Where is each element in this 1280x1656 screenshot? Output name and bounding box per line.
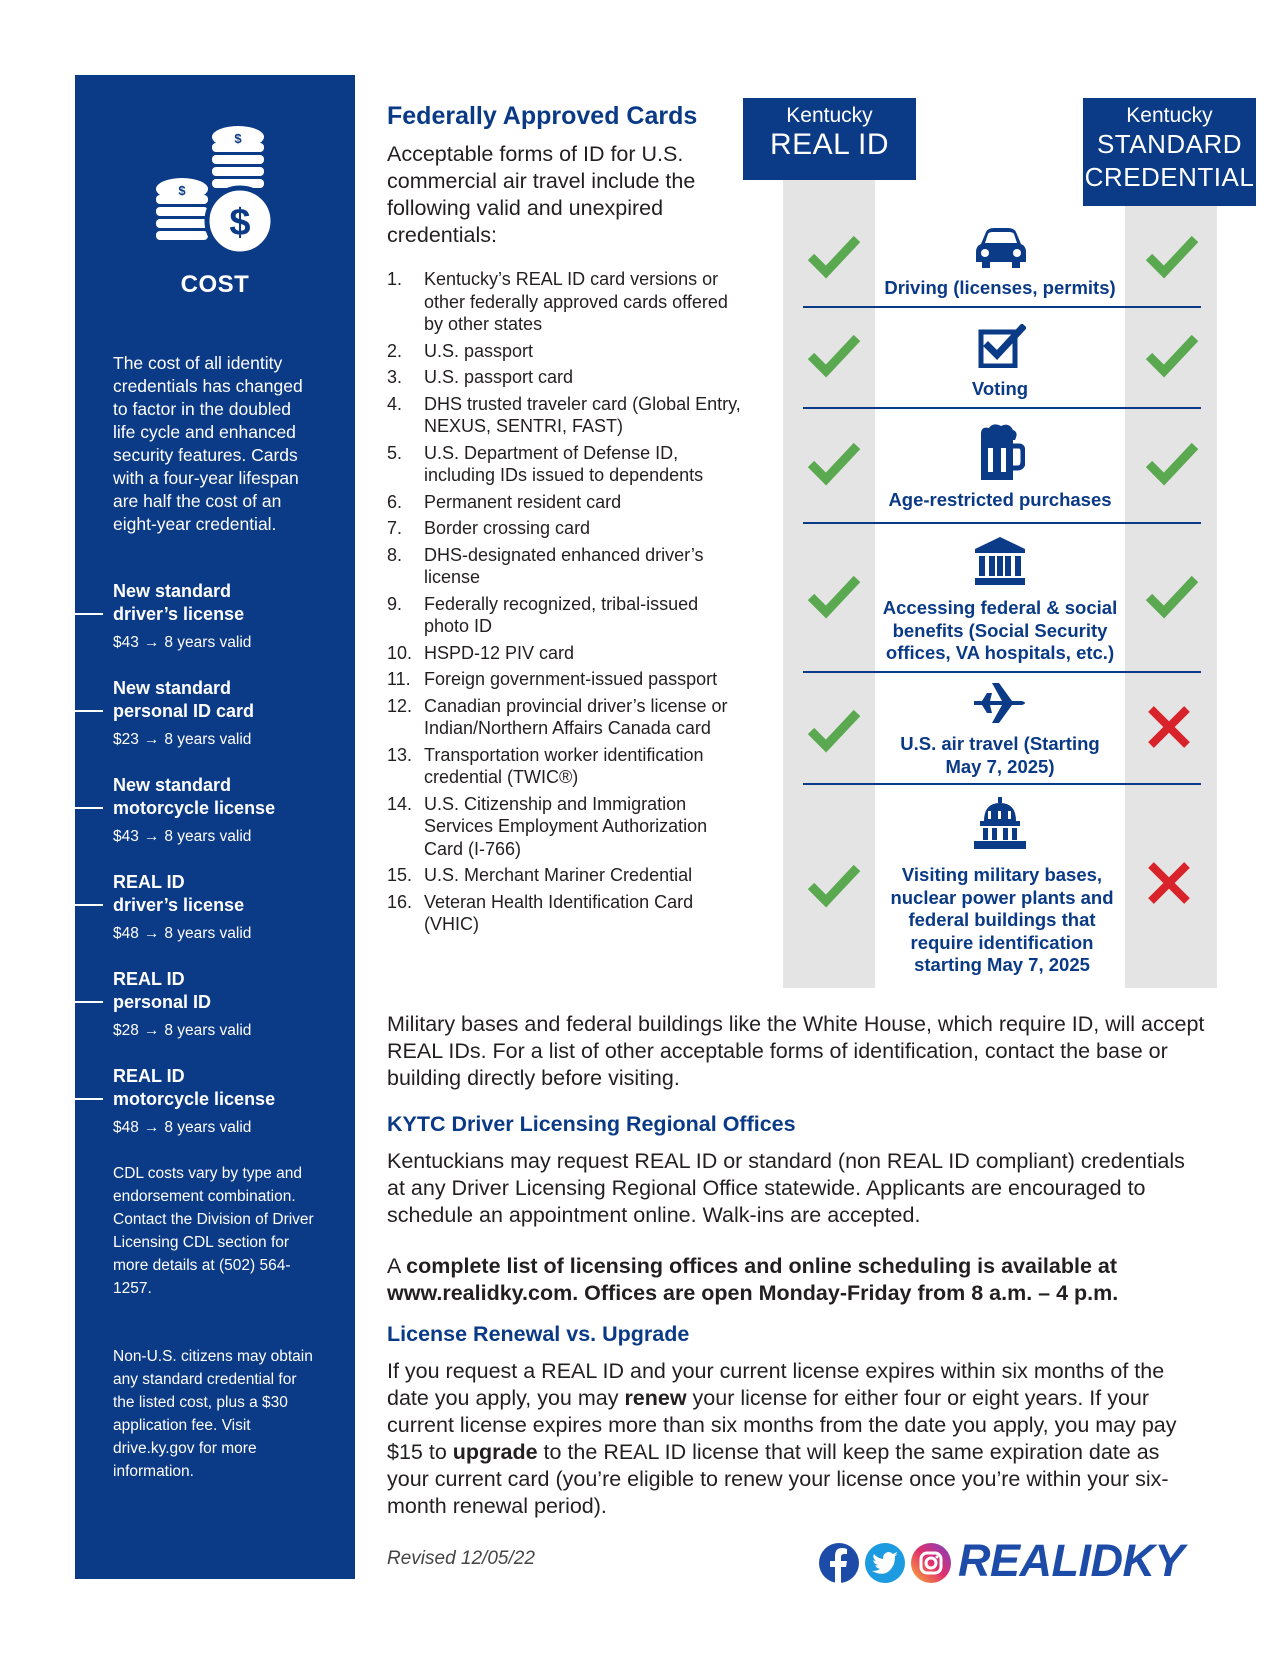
fee-name-line1: New standard xyxy=(113,678,232,698)
list-item: 4. DHS trusted traveler card (Global Entry, NEXUS, SENTRI, FAST) xyxy=(387,393,741,436)
offices-list-text: A complete list of licensing offices and online scheduling is available at www.realidky.com. Offices are open Monday-Friday from 8 a.m. – 4 p.m. xyxy=(387,1254,1119,1305)
coins-dollar-icon xyxy=(155,123,280,253)
fee-price: $48 xyxy=(113,1119,139,1136)
approved-cards-heading: Federally Approved Cards xyxy=(387,102,698,130)
list-item: 1. Kentucky’s REAL ID card versions or other federally approved cards offered by other states xyxy=(387,269,728,334)
approved-id-list xyxy=(387,268,747,940)
standard-header-state: Kentucky xyxy=(1126,104,1213,127)
use-label-driving: Driving (licenses, permits) xyxy=(884,277,1116,298)
fee-name-line1: REAL ID xyxy=(113,872,185,892)
fee-name-line1: REAL ID xyxy=(113,1066,185,1086)
fee-validity: 8 years valid xyxy=(164,925,252,942)
government-building-icon xyxy=(975,537,1025,585)
use-label-age-restricted: Age-restricted purchases xyxy=(888,489,1112,510)
fee-item xyxy=(113,677,343,749)
list-item: 16. Veteran Health Identification Card (VHIC) xyxy=(387,891,694,934)
fee-name-line1: REAL ID xyxy=(113,969,185,989)
arrow-right-icon: → xyxy=(143,828,160,845)
check-icon xyxy=(1145,332,1199,378)
real-id-header xyxy=(743,98,916,180)
fee-name-line1: New standard xyxy=(113,775,232,795)
svg-text:$: $ xyxy=(178,183,186,198)
fee-divider xyxy=(75,904,103,906)
fee-name-line2: motorcycle license xyxy=(113,1089,276,1109)
svg-text:$: $ xyxy=(229,202,251,244)
brand-logo: REALIDKY xyxy=(958,1535,1185,1586)
noncitizen-note: Non-U.S. citizens may obtain any standard credential for the listed cost, plus a $30 application fee. Visit drive.ky.gov for more information. xyxy=(113,1348,313,1480)
arrow-right-icon: → xyxy=(143,634,160,651)
fee-price-row xyxy=(113,925,343,943)
list-item: 8. DHS-designated enhanced driver’s license xyxy=(387,544,704,587)
use-label-military-bases: Visiting military bases, nuclear power plants and federal buildings that require identification starting May 7, 2025 xyxy=(890,864,1114,975)
cross-icon xyxy=(1146,860,1192,906)
facebook-icon[interactable] xyxy=(818,1542,860,1584)
capitol-dome-icon xyxy=(974,797,1026,849)
fee-price-row xyxy=(113,1119,343,1137)
airplane-icon xyxy=(974,683,1028,723)
fee-validity: 8 years valid xyxy=(164,828,252,845)
list-item: 9. Federally recognized, tribal-issued photo ID xyxy=(387,593,699,636)
military-bases-text: Military bases and federal buildings like the White House, which require ID, will accept REAL IDs. For a list of other acceptable forms of identification, contact the base or building directly before visiting. xyxy=(387,1012,1205,1090)
fee-item xyxy=(113,968,343,1040)
list-item: 14. U.S. Citizenship and Immigration Services Employment Authorization Card (I-766) xyxy=(387,793,708,859)
row-divider xyxy=(803,522,1201,524)
ballot-check-icon xyxy=(978,324,1026,368)
list-item: 2. U.S. passport xyxy=(387,340,534,361)
arrow-right-icon: → xyxy=(143,731,160,748)
fee-price: $43 xyxy=(113,634,139,651)
offices-heading: KYTC Driver Licensing Regional Offices xyxy=(387,1112,796,1136)
check-icon xyxy=(807,332,861,378)
fee-price: $28 xyxy=(113,1022,139,1039)
arrow-right-icon: → xyxy=(143,1119,160,1136)
row-divider xyxy=(803,306,1201,308)
fee-name-line2: personal ID xyxy=(113,992,212,1012)
use-label-air-travel: U.S. air travel (Starting May 7, 2025) xyxy=(900,733,1100,777)
row-divider xyxy=(803,671,1201,673)
fee-price-row xyxy=(113,1022,343,1040)
cost-heading: COST xyxy=(180,271,250,298)
fee-name-line2: driver’s license xyxy=(113,604,245,624)
fee-divider xyxy=(75,1098,103,1100)
real-id-header-title: REAL ID xyxy=(769,128,890,161)
fee-item xyxy=(113,1065,343,1137)
arrow-right-icon: → xyxy=(143,925,160,942)
fee-price: $23 xyxy=(113,731,139,748)
use-label-federal-benefits: Accessing federal & social benefits (Social Security offices, VA hospitals, etc.) xyxy=(882,597,1118,663)
check-icon xyxy=(807,862,861,908)
check-icon xyxy=(807,707,861,753)
fee-price-row xyxy=(113,731,343,749)
fee-name-line2: personal ID card xyxy=(113,701,255,721)
fee-name-line1: New standard xyxy=(113,581,232,601)
fee-name-line2: driver’s license xyxy=(113,895,245,915)
cdl-note: CDL costs vary by type and endorsement combination. Contact the Division of Driver Licensing CDL section for more details at (502) 564-1257. xyxy=(113,1165,314,1297)
revised-date: Revised 12/05/22 xyxy=(387,1548,535,1569)
standard-header-title-1: STANDARD xyxy=(1096,129,1243,159)
list-item: 15. U.S. Merchant Mariner Credential xyxy=(387,865,693,885)
list-item: 13. Transportation worker identification credential (TWIC®) xyxy=(387,744,704,787)
real-id-header-state: Kentucky xyxy=(786,104,873,127)
fee-price-row xyxy=(113,634,343,652)
offices-text: Kentuckians may request REAL ID or standard (non REAL ID compliant) credentials at any Driver Licensing Regional Office statewide. Applicants are encouraged to schedule an appointment online. Walk-ins are accepted. xyxy=(387,1149,1185,1227)
list-item: 12. Canadian provincial driver’s license or Indian/Northern Affairs Canada card xyxy=(387,695,728,738)
list-item: 7. Border crossing card xyxy=(387,518,591,538)
fee-validity: 8 years valid xyxy=(164,731,252,748)
fee-price: $48 xyxy=(113,925,139,942)
fee-item xyxy=(113,774,343,846)
twitter-icon[interactable] xyxy=(864,1542,906,1584)
fee-divider xyxy=(75,710,103,712)
check-icon xyxy=(1145,233,1199,279)
fee-divider xyxy=(75,807,103,809)
car-icon xyxy=(976,228,1026,270)
list-item: 3. U.S. passport card xyxy=(387,367,574,387)
renewal-text: If you request a REAL ID and your current license expires within six months of the date you apply, you may renew your license for either four or eight years. If your current license expires more than six months from the date you apply, you may pay $15 to upgrade to the REAL ID license that will keep the same expiration date as your current card (you’re eligible to renew your license once you’re within your six-month renewal period). xyxy=(387,1359,1177,1518)
row-divider xyxy=(803,783,1201,785)
fee-divider xyxy=(75,613,103,615)
row-divider xyxy=(803,407,1201,409)
beer-mug-icon xyxy=(975,424,1025,480)
standard-header-title-2: CREDENTIAL xyxy=(1084,162,1255,192)
use-label-voting: Voting xyxy=(971,378,1029,399)
fee-name-line2: motorcycle license xyxy=(113,798,276,818)
cost-intro-text: The cost of all identity credentials has changed to factor in the doubled life cycle and enhanced security features. Cards with a four-year lifespan are half the cost of an eight-year credential. xyxy=(113,353,303,534)
fee-price: $43 xyxy=(113,828,139,845)
check-icon xyxy=(1145,440,1199,486)
renewal-heading: License Renewal vs. Upgrade xyxy=(387,1322,690,1346)
fee-validity: 8 years valid xyxy=(164,1022,252,1039)
check-icon xyxy=(807,440,861,486)
fee-divider xyxy=(75,1001,103,1003)
fee-price-row xyxy=(113,828,343,846)
arrow-right-icon: → xyxy=(143,1022,160,1039)
instagram-icon[interactable] xyxy=(910,1542,952,1584)
list-item: 6. Permanent resident card xyxy=(387,491,622,512)
standard-credential-header xyxy=(1083,98,1256,206)
svg-text:$: $ xyxy=(234,131,242,146)
list-item: 10. HSPD-12 PIV card xyxy=(387,642,575,663)
fee-item xyxy=(113,580,343,652)
check-icon xyxy=(807,233,861,279)
fee-item xyxy=(113,871,343,943)
check-icon xyxy=(1145,573,1199,619)
cost-sidebar xyxy=(75,75,355,1579)
fee-validity: 8 years valid xyxy=(164,1119,252,1136)
list-item: 5. U.S. Department of Defense ID, including IDs issued to dependents xyxy=(387,442,704,485)
check-icon xyxy=(807,573,861,619)
cross-icon xyxy=(1146,704,1192,750)
fee-validity: 8 years valid xyxy=(164,634,252,651)
list-item: 11. Foreign government-issued passport xyxy=(387,669,718,689)
approved-cards-intro: Acceptable forms of ID for U.S. commercial air travel include the following valid and unexpired credentials: xyxy=(387,142,696,247)
